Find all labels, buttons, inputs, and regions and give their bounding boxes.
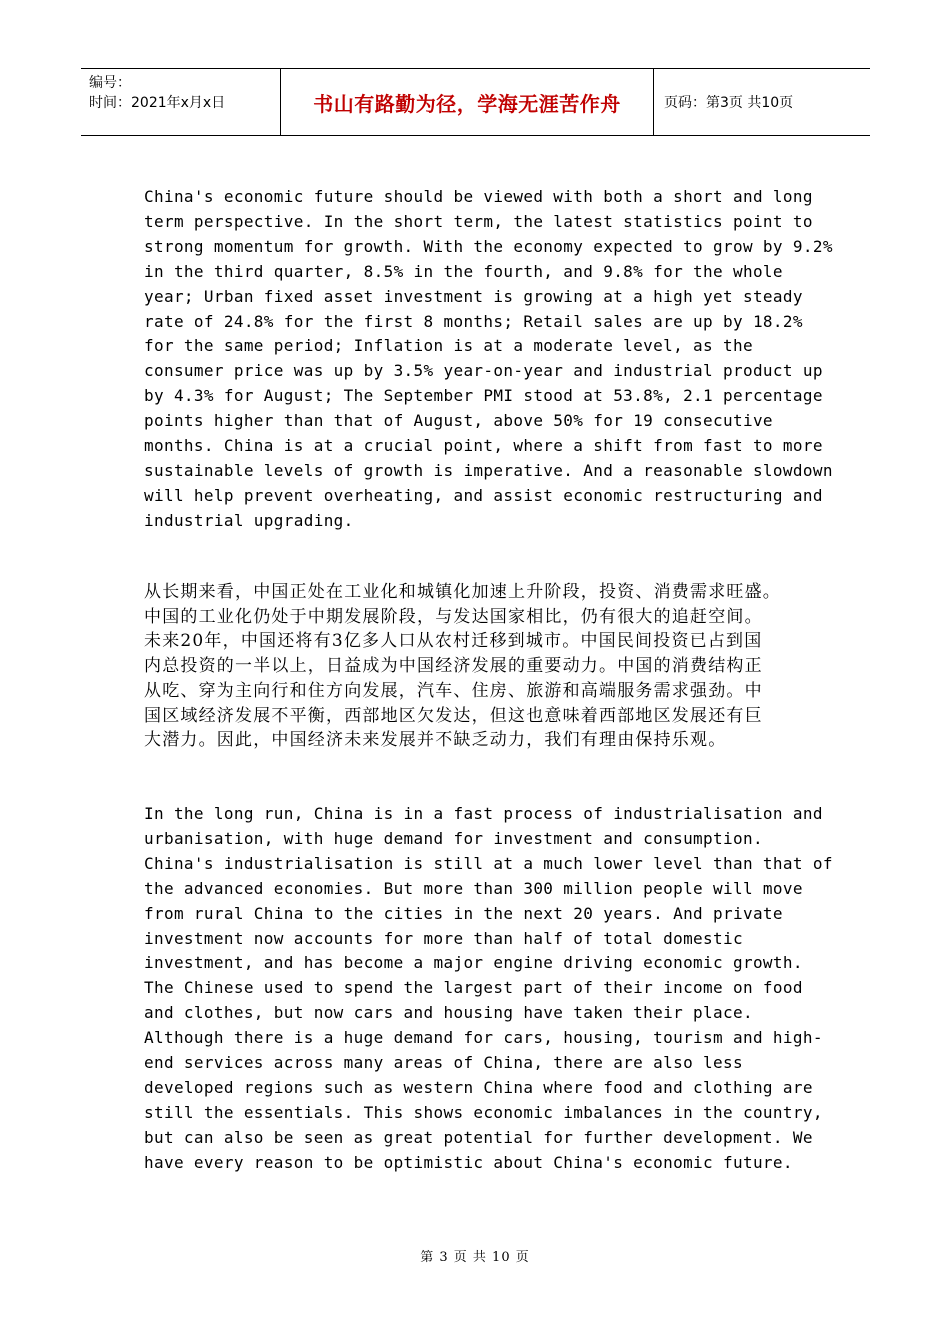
document-header (81, 68, 870, 136)
header-page-cell (654, 69, 870, 135)
paragraph-english-short-term: China's economic future should be viewed with both a short and long term perspective. In the short term, the latest statistics point to strong momentum for growth. With the economy expected to grow by 9.2% in the third quarter, 8.5% in the fourth, and 9.8% for the whole year; Urban fixed asset investment is growing at a high yet steady rate of 24.8% for the first 8 months; Retail sales are up by 18.2% for the same period; Inflation is at a moderate level, as the consumer price was up by 3.5% year-on-year and industrial product up by 4.3% for August; The September PMI stood at 53.8%, 2.1 percentage points higher than that of August, above 50% for 19 consecutive months. China is at a crucial point, where a shift from fast to more sustainable levels of growth is imperative. And a reasonable slowdown will help prevent overheating, and assist economic restructuring and industrial upgrading. (144, 187, 833, 530)
header-page-info: 页码：第3页 共10页 (664, 95, 794, 111)
header-motto: 书山有路勤为径，学海无涯苦作舟 (313, 91, 621, 116)
paragraph-chinese-long-term: 从长期来看，中国正处在工业化和城镇化加速上升阶段，投资、消费需求旺盛。 中国的工业化仍处于中期发展阶段，与发达国家相比，仍有很大的追赶空间。 未来20年，中国还将有3亿多人口从农村迁移到城市。中国民间投资已占到国 内总投资的一半以上，日益成为中国经济发展的重要动力。中国的消费结构正 从吃、穿为主向行和住方向发展，汽车、住房、旅游和高端服务需求强劲。中 国区域经济发展不平衡，西部地区欠发达，但这也意味着西部地区发展还有巨 大潜力。因此，中国经济未来发展并不缺乏动力，我们有理由保持乐观。 (144, 582, 781, 751)
paragraph-english-long-term: In the long run, China is in a fast process of industrialisation and urbanisation, with huge demand for investment and consumption. China's industrialisation is still at a much lower level than that of the advanced economies. But more than 300 million people will move from rural China to the cities in the next 20 years. And private investment now accounts for more than half of total domestic investment, and has become a major engine driving economic growth. The Chinese used to spend the largest part of their income on food and clothes, but now cars and housing have taken their place. Although there is a huge demand for cars, housing, tourism and high- end services across many areas of China, there are also less developed regions such as western China where food and clothing are still the essentials. This shows economic imbalances in the country, but can also be seen as great potential for further development. We have every reason to be optimistic about China's economic future. (144, 804, 833, 1172)
header-meta-cell (81, 69, 281, 135)
page-footer: 第 3 页 共 10 页 (420, 1250, 530, 1265)
document-time-label: 时间：2021年x月x日 (89, 95, 226, 111)
document-number-label: 编号： (89, 75, 131, 91)
header-motto-cell (281, 69, 654, 135)
